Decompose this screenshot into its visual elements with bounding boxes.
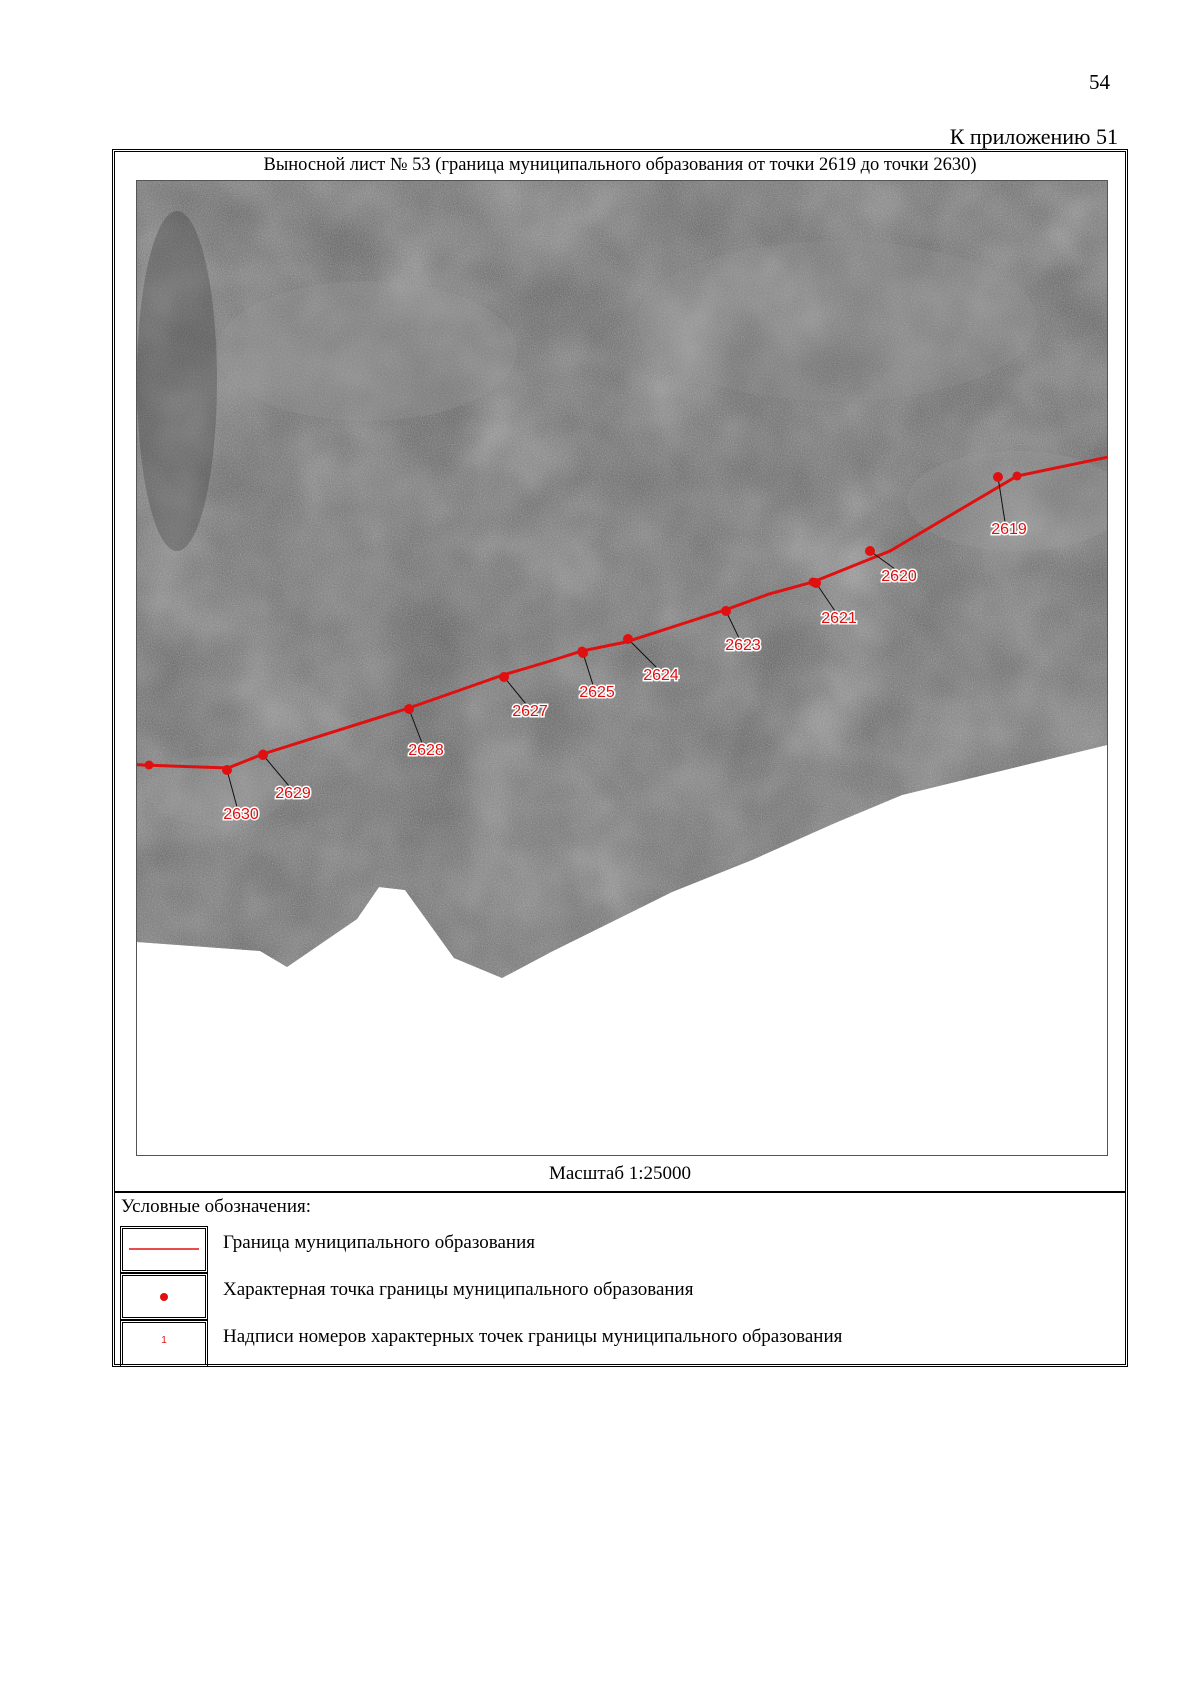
point-label-2621: 2621 [821,610,857,627]
boundary-point-2620[interactable] [865,546,875,556]
map-title: Выносной лист № 53 (граница муниципального образования от точки 2619 до точки 2630) [263,155,977,175]
point-label-sample: 1 [161,1335,167,1346]
boundary-point-symbol [123,1276,205,1317]
boundary-vertex [145,761,154,770]
sheet-frame [112,149,1128,1367]
legend-item-point [120,1273,1120,1323]
legend-item-boundary [120,1226,1120,1276]
boundary-point-2630[interactable] [222,765,232,775]
legend-divider [115,1191,1125,1193]
boundary-point-2624[interactable] [623,634,633,644]
boundary-point-2621[interactable] [811,578,821,588]
boundary-point-2619[interactable] [993,472,1003,482]
legend-label-box [120,1320,208,1367]
boundary-vertex [1013,472,1022,481]
point-label-2620: 2620 [881,568,917,585]
point-label-2627: 2627 [512,703,548,720]
legend-point-box [120,1273,208,1320]
legend-text-point: Характерная точка границы муниципального образования [223,1279,694,1300]
boundary-point-2625[interactable] [578,648,588,658]
map-scale: Масштаб 1:25000 [548,1163,692,1184]
point-label-2630: 2630 [223,806,259,823]
point-label-2623: 2623 [725,637,761,654]
boundary-point-2623[interactable] [721,606,731,616]
boundary-point-2628[interactable] [404,704,414,714]
map-svg [137,181,1107,1155]
map-area[interactable] [136,180,1108,1156]
boundary-point-2629[interactable] [258,750,268,760]
point-label-2628: 2628 [408,742,444,759]
boundary-point-2627[interactable] [499,672,509,682]
appendix-reference: К приложению 51 [949,124,1118,149]
boundary-line-symbol [123,1229,205,1270]
terrain [137,181,1107,1155]
legend-item-label [120,1320,1120,1370]
point-label-2625: 2625 [579,684,615,701]
legend-text-boundary: Граница муниципального образования [223,1232,535,1253]
legend-text-label: Надписи номеров характерных точек границы муниципального образования [223,1326,843,1347]
point-label-2629: 2629 [275,785,311,802]
point-label-2619: 2619 [991,521,1027,538]
point-label-2624: 2624 [643,667,679,684]
page-number: 54 [1089,70,1110,94]
legend-title: Условные обозначения: [121,1196,312,1217]
legend-line-box [120,1226,208,1273]
